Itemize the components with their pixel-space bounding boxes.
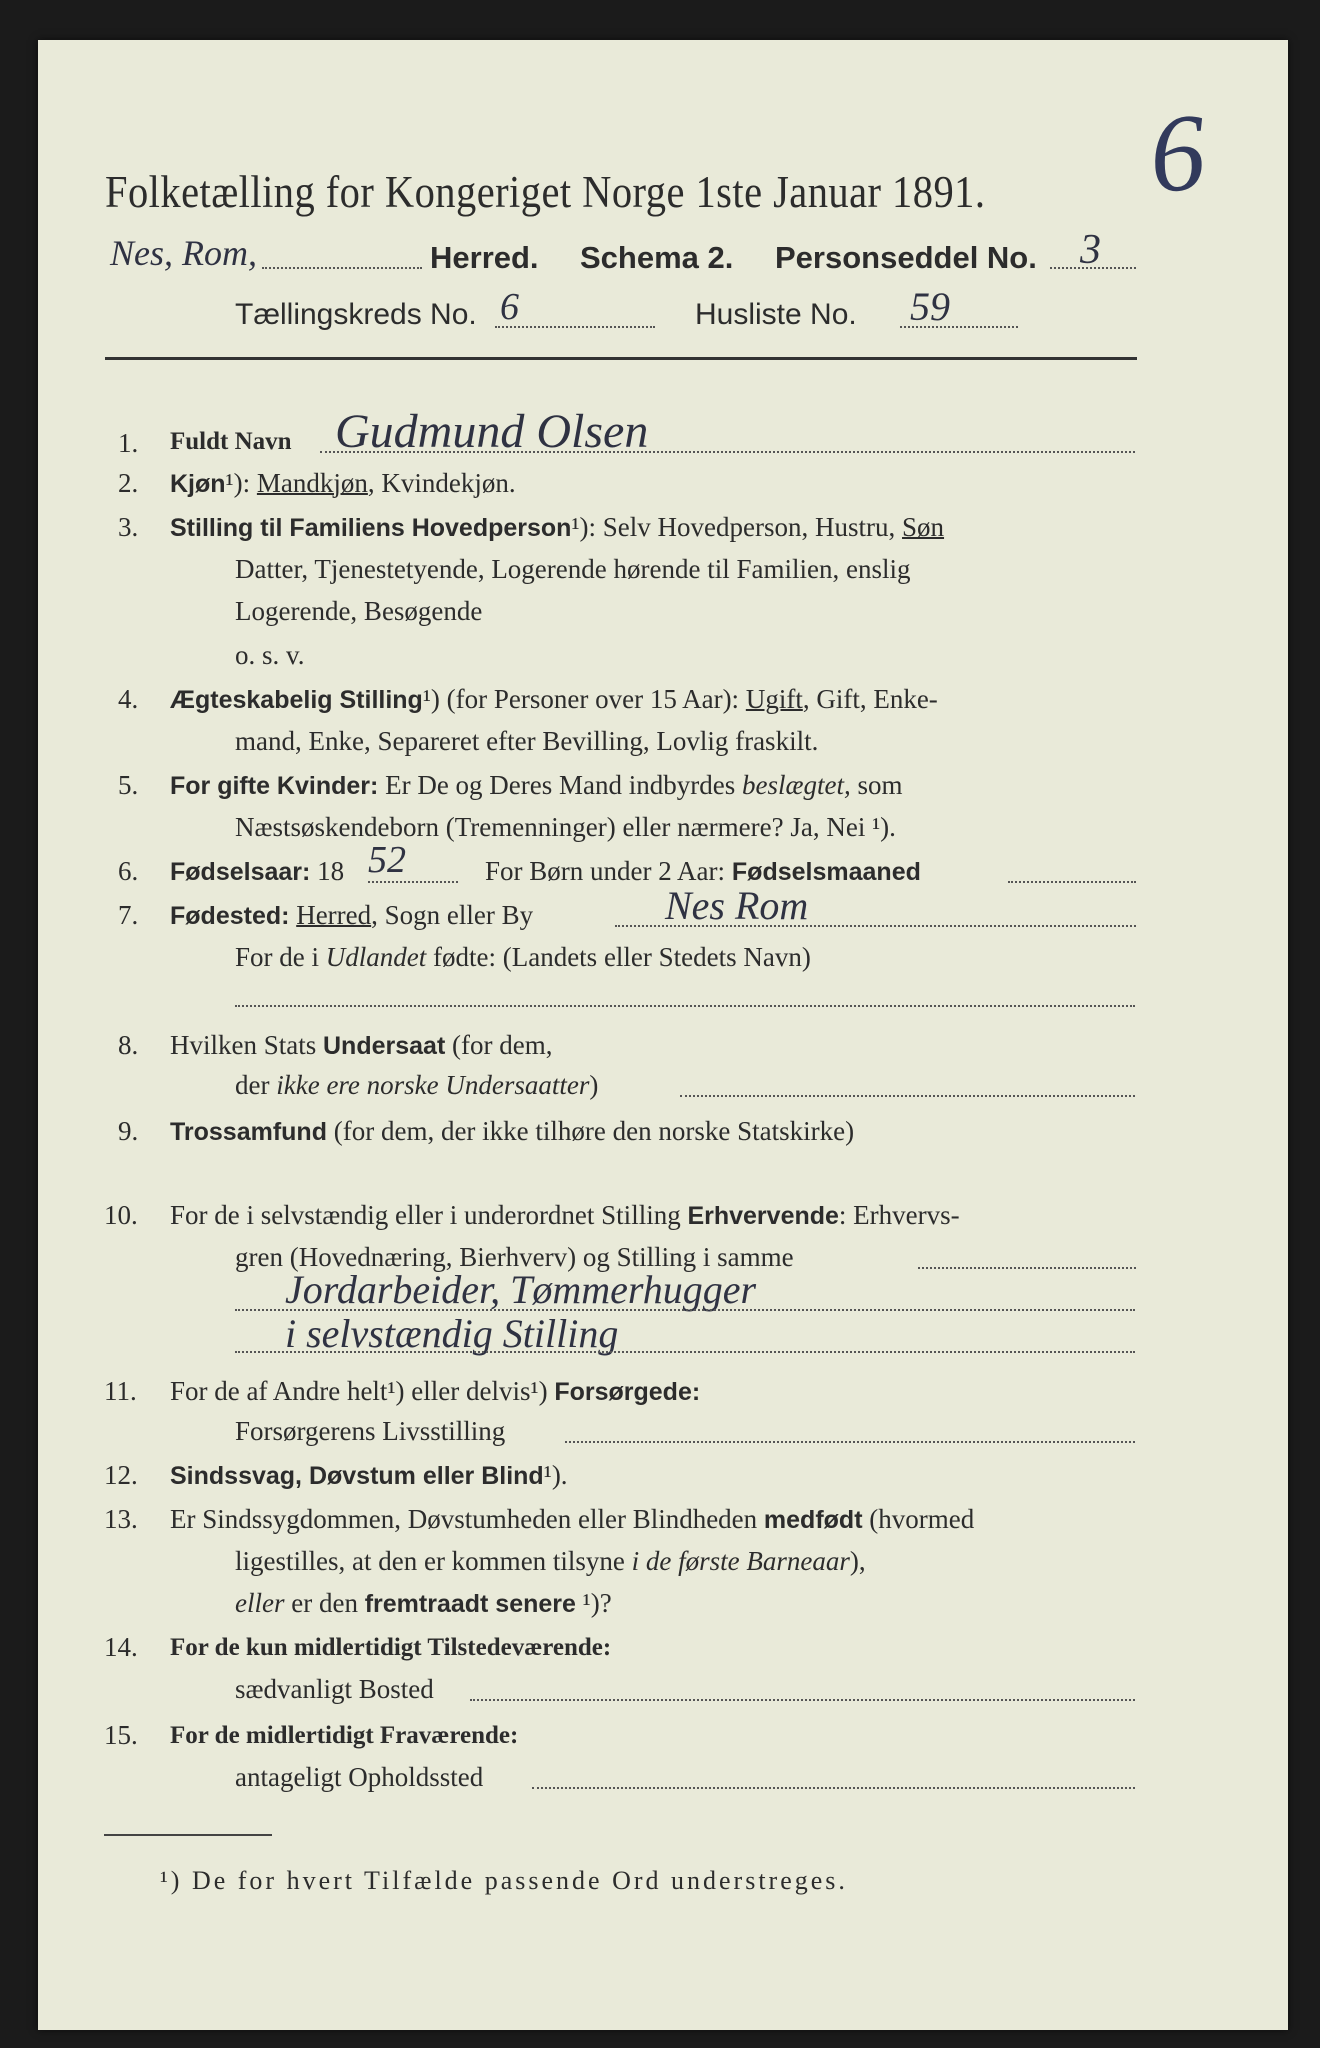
marital-options: , Gift, Enke- [802, 684, 938, 714]
religion-text: (for dem, der ikke tilhøre den norske Statskirke) [326, 1116, 855, 1146]
foreign-text: For de i [235, 942, 326, 972]
citizenship-line-2 [235, 1070, 598, 1101]
occupation-dots-3 [235, 1350, 1135, 1353]
congenital-italic: i de første Barneaar [631, 1546, 850, 1576]
congenital-text-2: (hvormed [862, 1504, 975, 1534]
supported-text-2: ¹) eller delvis [387, 1376, 531, 1406]
citizenship-paren: ) [589, 1070, 599, 1100]
footnote-rule [104, 1834, 272, 1836]
herred-label: Herred. [430, 240, 539, 275]
husliste-dots [900, 325, 1018, 328]
relation-options-1: ¹): Selv Hovedperson, Hustru, [571, 512, 903, 542]
personseddel-dots [1050, 266, 1136, 269]
item-number: 3. [118, 512, 139, 542]
disability-label: Sindssvag, Døvstum eller Blind [170, 1462, 544, 1490]
field-label-name: Fuldt Navn [170, 428, 292, 455]
gender-line [170, 468, 516, 499]
usual-residence-dots [470, 1698, 1135, 1701]
page-number: 6 [1145, 90, 1210, 216]
birthyear-prefix: 18 [310, 856, 345, 886]
birthplace-dots [615, 924, 1136, 927]
relation-label: Stilling til Familiens Hovedperson [170, 514, 572, 542]
marital-option-ugift: Ugift [745, 684, 803, 714]
marital-label: Ægteskabelig Stilling [170, 686, 423, 714]
occupation-text: For de i selvstændig eller i underordnet Stilling [170, 1200, 688, 1230]
birthyear-handwritten: 52 [368, 839, 406, 881]
gender-option-male: Mandkjøn [256, 468, 368, 498]
kreds-number: 6 [500, 286, 519, 328]
form-title: Folketælling for Kongeriget Norge 1ste Januar 1891. [105, 167, 986, 217]
religion-line [170, 1116, 854, 1147]
supported-line-1 [170, 1376, 700, 1407]
item-number: 1. [118, 428, 139, 458]
congenital-eller: eller [235, 1588, 285, 1618]
congenital-label: medfødt [763, 1506, 863, 1534]
foreign-udlandet: Udlandet [325, 942, 427, 972]
occupation-handwritten-2: i selvstændig Stilling [285, 1311, 619, 1356]
item-number: 5. [118, 770, 139, 800]
occupation-text-2: : Erhvervs- [838, 1200, 960, 1230]
foreign-dots [235, 1004, 1135, 1007]
citizenship-dots [680, 1094, 1135, 1097]
gender-option-female: , Kvindekjøn. [367, 468, 516, 498]
foreign-text-2: fødte: (Landets eller Stedets Navn) [426, 942, 811, 972]
married-women-som: som [850, 770, 903, 800]
birthplace-line [170, 900, 533, 931]
item-number: 14. [104, 1632, 138, 1662]
item-number: 7. [118, 900, 139, 930]
husliste-number: 59 [910, 284, 950, 329]
birthplace-handwritten: Nes Rom [665, 883, 809, 928]
gender-label: Kjøn [170, 470, 226, 498]
item-number: 15. [104, 1720, 138, 1750]
foreign-birthplace-line [235, 942, 811, 973]
husliste-label: Husliste No. [695, 298, 857, 331]
probable-residence-dots [532, 1786, 1135, 1789]
married-women-label: For gifte Kvinder: [170, 772, 379, 800]
citizenship-label: Undersaat [323, 1032, 446, 1060]
herred-dots [262, 266, 422, 269]
birthmonth-text: For Børn under 2 Aar: [485, 856, 725, 886]
congenital-text-3: ligestilles, at den er kommen tilsyne [235, 1546, 632, 1576]
congenital-ref: ¹)? [575, 1588, 612, 1618]
congenital-paren: ), [849, 1546, 866, 1576]
citizenship-text: Hvilken Stats [170, 1030, 323, 1060]
supported-dots [565, 1440, 1135, 1443]
temporary-absent-label: For de midlertidigt Fraværende: [170, 1722, 519, 1749]
item-number: 10. [104, 1200, 138, 1230]
birthplace-label: Fødested: [170, 902, 290, 930]
citizenship-italic: ikke ere norske Undersaatter [276, 1070, 590, 1100]
occupation-dots-1 [918, 1266, 1136, 1269]
marital-line-2: mand, Enke, Separeret efter Bevilling, Lovlig fraskilt. [235, 726, 819, 756]
birthmonth-label: Fødselsmaaned [724, 858, 921, 886]
congenital-line-2 [235, 1546, 866, 1577]
header-rule [105, 357, 1137, 360]
married-women-line-1 [170, 770, 903, 801]
item-number: 11. [104, 1376, 137, 1406]
congenital-text: Er Sindssygdommen, Døvstumheden eller Blindheden [170, 1504, 764, 1534]
relation-line-3: Logerende, Besøgende [235, 596, 483, 626]
item-number: 4. [118, 684, 139, 714]
birthplace-options: , Sogn eller By [371, 900, 534, 930]
citizenship-text-2: (for dem, [445, 1030, 553, 1060]
supported-text: For de af Andre helt [170, 1376, 388, 1406]
personseddel-number: 3 [1080, 227, 1101, 273]
item-number: 2. [118, 468, 139, 498]
birthmonth-dots [1008, 880, 1136, 883]
footnote: ¹) De for hvert Tilfælde passende Ord understreges. [160, 1866, 848, 1895]
kreds-label: Tællingskreds No. [235, 298, 477, 331]
birthyear-label: Fødselsaar: [170, 858, 311, 886]
congenital-line-1 [170, 1504, 974, 1535]
name-handwritten: Gudmund Olsen [335, 405, 649, 458]
supported-label: Forsørgede: [554, 1378, 701, 1406]
relation-option-son: Søn [902, 512, 945, 542]
occupation-line-1 [170, 1200, 960, 1231]
item-number: 12. [104, 1460, 138, 1490]
supported-line-2: Forsørgerens Livsstilling [235, 1416, 506, 1446]
occupation-label: Erhvervende [687, 1202, 839, 1230]
disability-line [170, 1460, 568, 1491]
relation-line-1 [170, 512, 944, 543]
relation-line-4: o. s. v. [235, 640, 305, 670]
disability-ref: ¹). [543, 1460, 568, 1490]
kreds-dots [495, 325, 655, 328]
personseddel-label: Personseddel No. [775, 240, 1037, 275]
supported-ref: ¹) [530, 1376, 555, 1406]
birthyear-dots [368, 880, 458, 883]
item-number: 9. [118, 1116, 139, 1146]
item-number: 13. [104, 1504, 138, 1534]
temporary-present-label: For de kun midlertidigt Tilstedeværende: [170, 1634, 612, 1661]
birthplace-option-herred: Herred [296, 900, 372, 930]
item-number: 8. [118, 1030, 139, 1060]
occupation-handwritten-1: Jordarbeider, Tømmerhugger [285, 1267, 757, 1312]
probable-residence-label: antageligt Opholdssted [235, 1762, 484, 1792]
name-dots [320, 450, 1135, 453]
religion-label: Trossamfund [170, 1118, 327, 1146]
married-women-related: beslægtet, [742, 770, 851, 800]
citizenship-der: der [235, 1070, 277, 1100]
birthyear-line [170, 856, 344, 887]
schema-label: Schema 2. [580, 240, 734, 275]
gender-footnote-ref: ¹): [225, 468, 257, 498]
citizenship-line-1 [170, 1030, 552, 1061]
relation-line-2: Datter, Tjenestetyende, Logerende hørende til Familien, enslig [235, 554, 911, 584]
married-women-text: Er De og Deres Mand indbyrdes [378, 770, 742, 800]
usual-residence-label: sædvanligt Bosted [235, 1674, 434, 1704]
herred-handwritten: Nes, Rom, [110, 233, 257, 273]
congenital-label-2: fremtraadt senere [364, 1590, 576, 1618]
occupation-line-2: gren (Hovednæring, Bierhverv) og Stilling i samme [235, 1242, 794, 1272]
marital-line-1 [170, 684, 938, 715]
item-number: 6. [118, 856, 139, 886]
congenital-text-4: er den [284, 1588, 365, 1618]
marital-text: ¹) (for Personer over 15 Aar): [422, 684, 746, 714]
married-women-line-2: Næstsøskendeborn (Tremenninger) eller nærmere? Ja, Nei ¹). [235, 812, 896, 842]
congenital-line-3 [235, 1588, 612, 1619]
